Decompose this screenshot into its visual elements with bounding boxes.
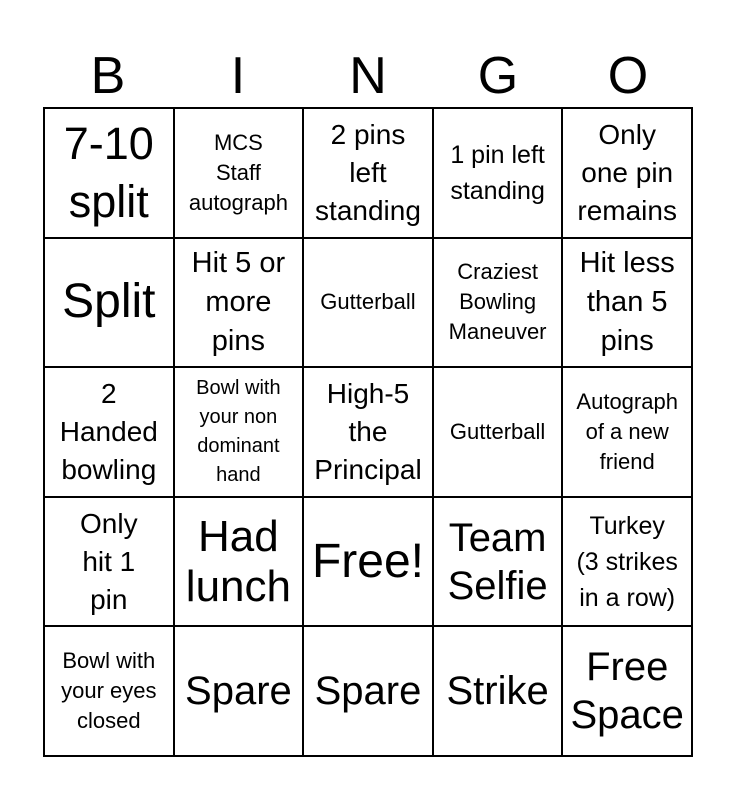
bingo-cell[interactable]: Free! xyxy=(304,498,434,628)
bingo-cell[interactable]: Team Selfie xyxy=(434,498,564,628)
bingo-grid xyxy=(43,107,693,757)
bingo-cell[interactable]: Only one pin remains xyxy=(563,109,693,239)
bingo-cell[interactable]: High-5 the Principal xyxy=(304,368,434,498)
bingo-cell[interactable]: MCS Staff autograph xyxy=(175,109,305,239)
bingo-cell[interactable]: Hit 5 or more pins xyxy=(175,239,305,369)
bingo-cell[interactable]: Hit less than 5 pins xyxy=(563,239,693,369)
bingo-cell[interactable]: Craziest Bowling Maneuver xyxy=(434,239,564,369)
bingo-cell[interactable]: Turkey (3 strikes in a row) xyxy=(563,498,693,628)
bingo-cell[interactable]: Spare xyxy=(175,627,305,757)
bingo-cell[interactable]: Had lunch xyxy=(175,498,305,628)
bingo-header xyxy=(43,44,693,108)
bingo-cell[interactable]: Autograph of a new friend xyxy=(563,368,693,498)
bingo-cell[interactable]: Bowl with your non dominant hand xyxy=(175,368,305,498)
bingo-cell[interactable]: Bowl with your eyes closed xyxy=(45,627,175,757)
bingo-cell[interactable]: Gutterball xyxy=(434,368,564,498)
bingo-cell[interactable]: Only hit 1 pin xyxy=(45,498,175,628)
header-letter-i: I xyxy=(230,47,246,105)
bingo-cell[interactable]: 7-10 split xyxy=(45,109,175,239)
bingo-cell[interactable]: Strike xyxy=(434,627,564,757)
bingo-cell[interactable]: 2 pins left standing xyxy=(304,109,434,239)
header-letter-n: N xyxy=(349,47,387,105)
bingo-cell[interactable]: Gutterball xyxy=(304,239,434,369)
header-letter-o: O xyxy=(607,47,649,105)
bingo-cell[interactable]: 2 Handed bowling xyxy=(45,368,175,498)
bingo-cell[interactable]: Free Space xyxy=(563,627,693,757)
header-letter-b: B xyxy=(90,47,126,105)
bingo-cell[interactable]: 1 pin left standing xyxy=(434,109,564,239)
header-letter-g: G xyxy=(477,47,519,105)
bingo-cell[interactable]: Spare xyxy=(304,627,434,757)
bingo-cell[interactable]: Split xyxy=(45,239,175,369)
